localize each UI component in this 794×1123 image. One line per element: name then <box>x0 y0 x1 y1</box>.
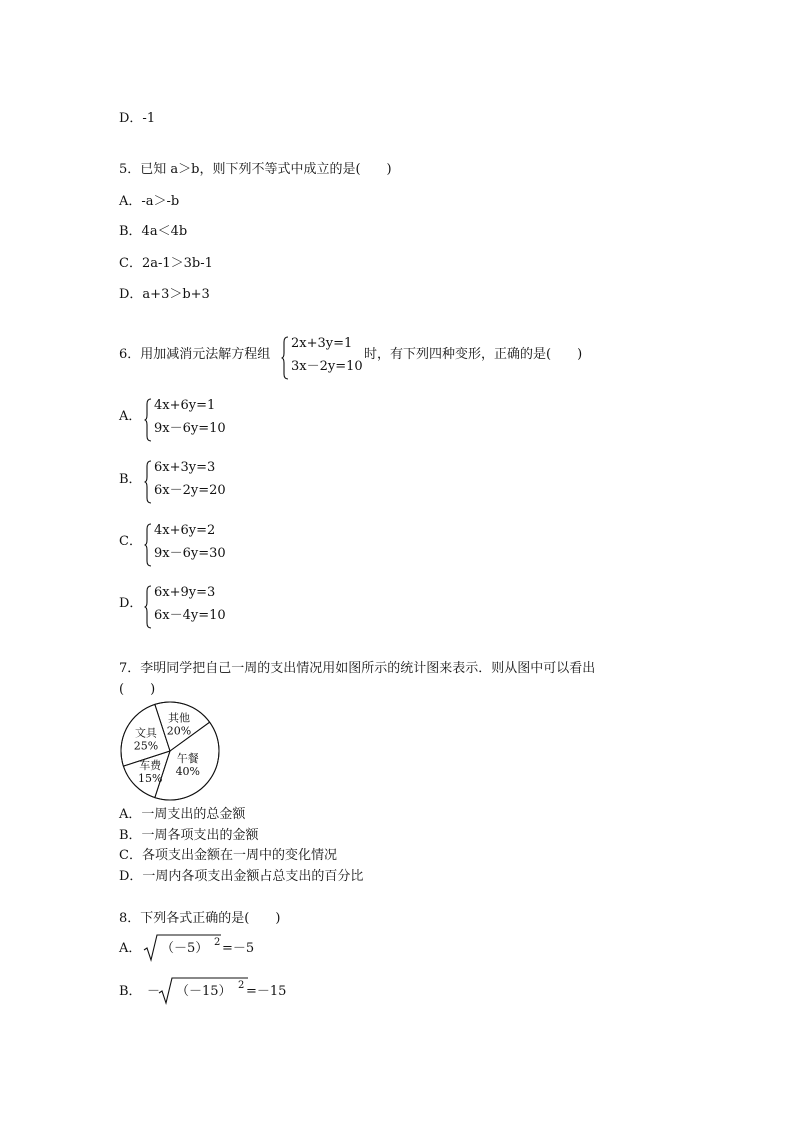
q6-option-b-eq1: 6x+3y=3 <box>154 460 216 475</box>
q8-option-b-radicand: （－15） <box>176 984 232 999</box>
q8-option-b-prefix: － <box>147 984 161 999</box>
q4-option-d: D．-1 <box>119 111 156 126</box>
brace-icon <box>144 398 152 442</box>
q8-option-a-radicand: （－5） <box>161 941 209 956</box>
q6-option-d-eq2: 6x－4y=10 <box>154 608 226 623</box>
q8-option-b-exponent: 2 <box>238 980 245 991</box>
brace-icon <box>144 585 152 629</box>
pie-percent-3: 25% <box>133 739 159 753</box>
q6-option-a-label: A． <box>119 409 142 424</box>
q8-option-b-label: B． <box>119 984 142 999</box>
q8-option-a-rhs: =－5 <box>222 941 255 956</box>
q6-system-eq1: 2x+3y=1 <box>291 336 353 351</box>
q6-option-c-label: C． <box>119 534 142 549</box>
q5-stem: 5．已知 a＞b，则下列不等式中成立的是( ) <box>119 162 392 177</box>
q5-option-a: A．-a＞-b <box>119 194 180 209</box>
brace-icon <box>281 336 289 380</box>
q6-option-a-eq1: 4x+6y=1 <box>154 398 216 413</box>
pie-label-4: 其他 <box>167 711 190 725</box>
q7-stem-line2: ( ) <box>119 682 156 697</box>
q6-option-a-eq2: 9x－6y=10 <box>154 421 226 436</box>
q6-option-b-eq2: 6x－2y=20 <box>154 483 226 498</box>
q6-system-eq2: 3x－2y=10 <box>291 359 363 374</box>
q7-option-c: C．各项支出金额在一周中的变化情况 <box>119 848 337 863</box>
q5-option-b: B．4a＜4b <box>119 224 188 239</box>
pie-percent-2: 15% <box>137 771 163 785</box>
q6-option-b-label: B． <box>119 472 142 487</box>
q8-stem: 8．下列各式正确的是( ) <box>119 911 281 926</box>
q8-option-b-rhs: =－15 <box>246 984 287 999</box>
pie-percent-1: 40% <box>175 764 201 778</box>
q7-option-b: B．一周各项支出的金额 <box>119 828 259 843</box>
brace-icon <box>144 460 152 504</box>
q6-stem-before: 6．用加减消元法解方程组 <box>119 347 271 362</box>
pie-percent-4: 20% <box>166 724 192 738</box>
q6-option-d-eq1: 6x+9y=3 <box>154 585 216 600</box>
brace-icon <box>144 523 152 567</box>
q5-option-d: D．a+3＞b+3 <box>119 287 210 302</box>
pie-label-3: 文具 <box>134 726 157 740</box>
q8-option-a-label: A． <box>119 941 142 956</box>
expense-pie-chart <box>119 700 221 802</box>
q7-option-a: A．一周支出的总金额 <box>119 807 246 822</box>
q6-option-d-label: D． <box>119 596 143 611</box>
q7-option-d: D．一周内各项支出金额占总支出的百分比 <box>119 869 364 884</box>
q6-stem-after: 时，有下列四种变形，正确的是( ) <box>364 347 583 362</box>
q6-option-c-eq1: 4x+6y=2 <box>154 523 216 538</box>
pie-label-2: 车费 <box>139 758 162 772</box>
q7-stem-line1: 7．李明同学把自己一周的支出情况用如图所示的统计图来表示．则从图中可以看出 <box>119 661 596 676</box>
q8-option-a-exponent: 2 <box>214 937 221 948</box>
q5-option-c: C．2a-1＞3b-1 <box>119 256 213 271</box>
q6-option-c-eq2: 9x－6y=30 <box>154 546 226 561</box>
pie-label-1: 午餐 <box>176 751 199 765</box>
